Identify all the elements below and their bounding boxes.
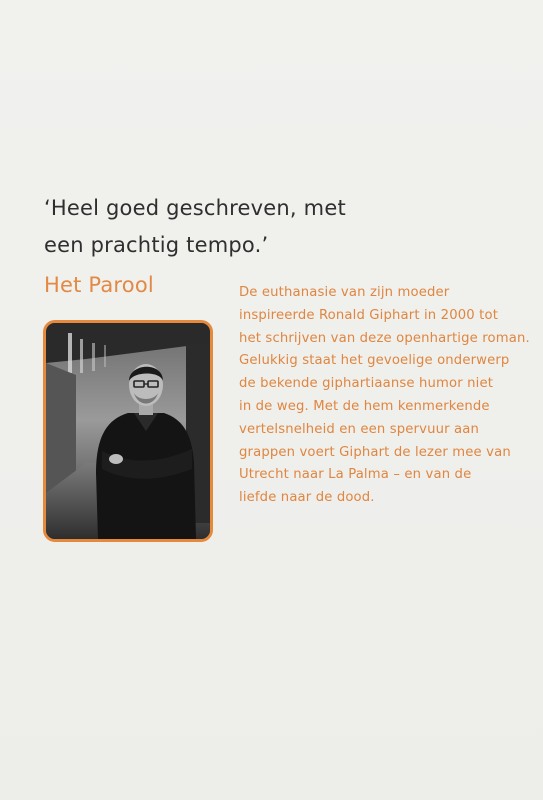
description-line: grappen voert Giphart de lezer mee van [239, 444, 511, 460]
description-line: inspireerde Ronald Giphart in 2000 tot [239, 307, 499, 323]
description-line: Gelukkig staat het gevoelige onderwerp [239, 353, 510, 369]
review-quote [44, 190, 374, 264]
description-line: de bekende giphartiaanse humor niet [239, 376, 494, 392]
quote-line: een prachtig tempo.’ [44, 233, 269, 257]
author-portrait-photo-icon [46, 323, 210, 539]
description-line: het schrijven van deze openhartige roman. [239, 330, 530, 346]
quote-line: ‘Heel goed geschreven, met [44, 196, 346, 220]
description-line: liefde naar de dood. [239, 490, 375, 506]
quote-source: Het Parool [44, 273, 154, 297]
description-line: vertelsnelheid en een spervuur aan [239, 421, 479, 437]
description-line: Utrecht naar La Palma – en van de [239, 467, 472, 483]
book-description [239, 282, 529, 510]
description-line: De euthanasie van zijn moeder [239, 285, 450, 300]
author-photo [43, 320, 213, 542]
description-line: in de weg. Met de hem kenmerkende [239, 398, 490, 414]
